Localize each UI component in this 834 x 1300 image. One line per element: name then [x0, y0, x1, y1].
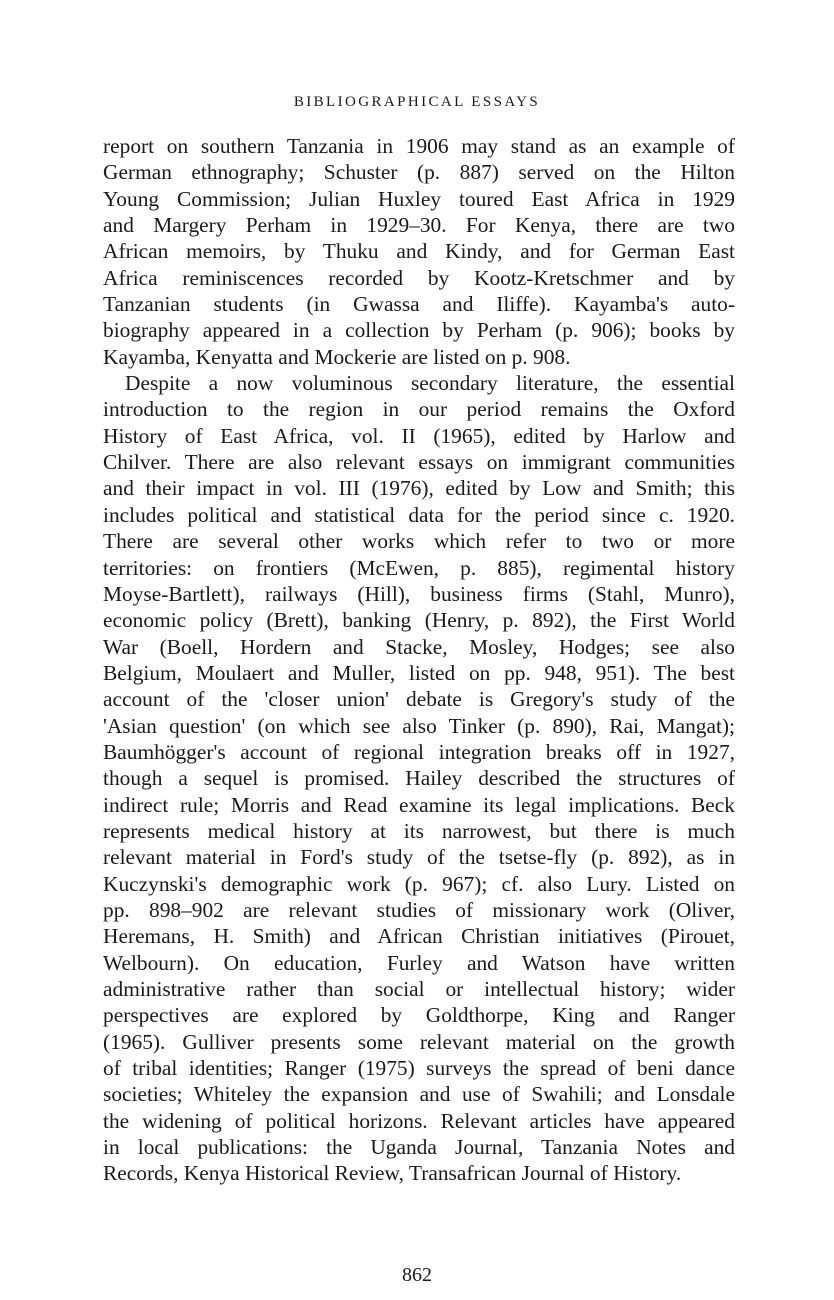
text-line: represents medical history at its narrowest, but there is much: [103, 818, 735, 843]
text-line: introduction to the region in our period remains the Oxford: [103, 397, 735, 422]
text-line: Records, Kenya Historical Review, Transafrican Journal of History.: [103, 1161, 682, 1186]
text-line: There are several other works which refer to two or more: [103, 529, 735, 554]
text-line: the widening of political horizons. Relevant articles have appeared: [103, 1108, 735, 1133]
text-line: 'Asian question' (on which see also Tinker (p. 890), Rai, Mangat);: [103, 713, 735, 738]
paragraph: [103, 370, 735, 1187]
body-text: [103, 133, 735, 1187]
text-line: societies; Whiteley the expansion and use of Swahili; and Lonsdale: [103, 1082, 735, 1107]
text-line: Kayamba, Kenyatta and Mockerie are listed on p. 908.: [103, 344, 571, 369]
text-line: Welbourn). On education, Furley and Watson have written: [103, 950, 735, 975]
text-line: Belgium, Moulaert and Muller, listed on pp. 948, 951). The best: [103, 660, 735, 685]
text-line: indirect rule; Morris and Read examine its legal implications. Beck: [103, 792, 735, 817]
text-line: Chilver. There are also relevant essays on immigrant communities: [103, 450, 735, 475]
text-line: Kuczynski's demographic work (p. 967); cf. also Lury. Listed on: [103, 871, 735, 896]
text-line: economic policy (Brett), banking (Henry, p. 892), the First World: [103, 608, 735, 633]
text-line: account of the 'closer union' debate is Gregory's study of the: [103, 687, 735, 712]
text-line: pp. 898–902 are relevant studies of missionary work (Oliver,: [103, 897, 735, 922]
running-header: BIBLIOGRAPHICAL ESSAYS: [293, 94, 541, 110]
text-line: Heremans, H. Smith) and African Christian initiatives (Pirouet,: [103, 924, 735, 949]
text-line: relevant material in Ford's study of the tsetse-fly (p. 892), as in: [103, 845, 735, 870]
text-line: territories: on frontiers (McEwen, p. 885), regimental history: [103, 555, 735, 580]
text-line: of tribal identities; Ranger (1975) surveys the spread of beni dance: [103, 1056, 735, 1081]
text-line: administrative rather than social or intellectual history; wider: [103, 977, 735, 1001]
text-line: History of East Africa, vol. II (1965), edited by Harlow and: [103, 423, 735, 448]
page-number: 862: [402, 1264, 432, 1286]
text-line: Baumhögger's account of regional integration breaks off in 1927,: [103, 739, 735, 764]
text-line: Moyse-Bartlett), railways (Hill), business firms (Stahl, Munro),: [103, 581, 735, 606]
text-line: perspectives are explored by Goldthorpe, King and Ranger: [103, 1003, 735, 1028]
text-line: report on southern Tanzania in 1906 may stand as an example of: [103, 134, 735, 158]
text-line: includes political and statistical data for the period since c. 1920.: [103, 502, 735, 527]
text-line: biography appeared in a collection by Perham (p. 906); books by: [103, 318, 735, 343]
text-line: Tanzanian students (in Gwassa and Iliffe). Kayamba's auto-: [103, 292, 735, 317]
text-line: Despite a now voluminous secondary literature, the essential: [125, 371, 735, 396]
text-line: African memoirs, by Thuku and Kindy, and for German East: [103, 239, 735, 264]
text-line: War (Boell, Hordern and Stacke, Mosley, Hodges; see also: [103, 634, 735, 659]
text-line: and Margery Perham in 1929–30. For Kenya, there are two: [103, 213, 735, 238]
paragraph: [103, 133, 735, 370]
text-line: in local publications: the Uganda Journal, Tanzania Notes and: [103, 1135, 735, 1160]
text-line: Young Commission; Julian Huxley toured East Africa in 1929: [103, 186, 735, 211]
text-line: Africa reminiscences recorded by Kootz-Kretschmer and by: [103, 265, 735, 290]
text-line: though a sequel is promised. Hailey described the structures of: [103, 766, 735, 791]
text-line: German ethnography; Schuster (p. 887) served on the Hilton: [103, 160, 735, 185]
text-line: (1965). Gulliver presents some relevant material on the growth: [103, 1029, 735, 1054]
text-line: and their impact in vol. III (1976), edited by Low and Smith; this: [103, 476, 735, 501]
